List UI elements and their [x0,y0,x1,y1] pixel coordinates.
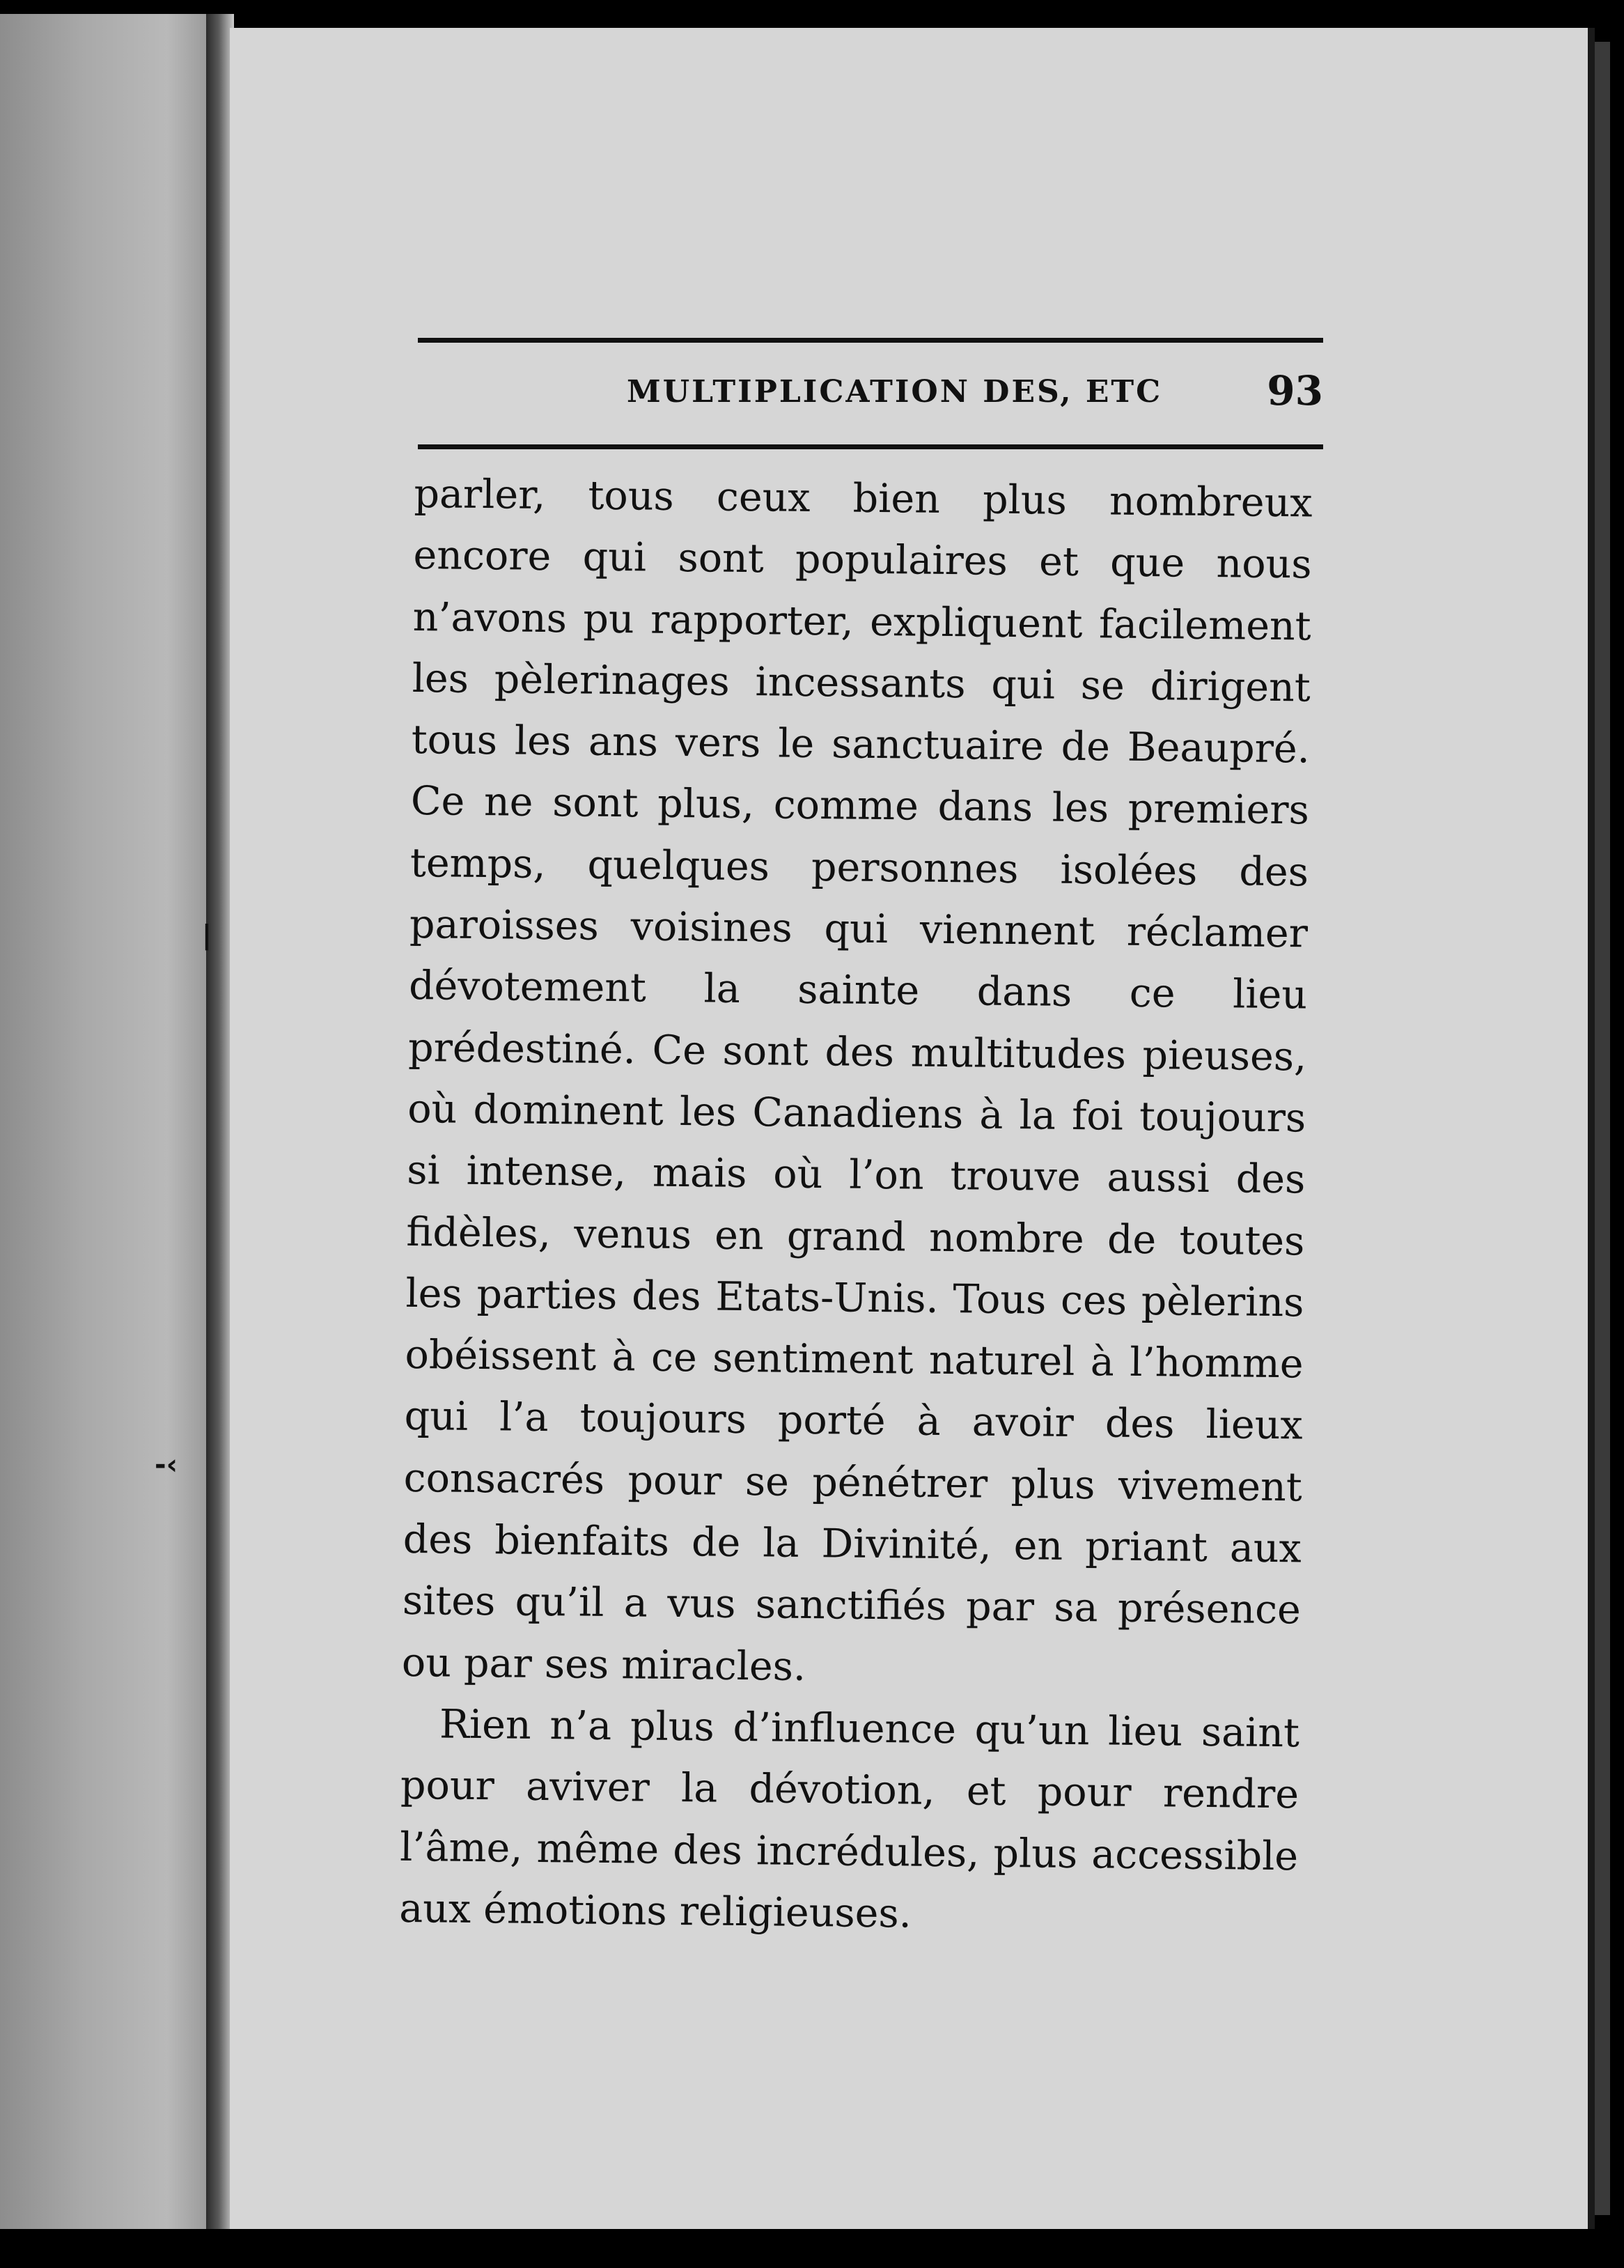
page-number: 93 [1267,367,1323,414]
running-head-title: MULTIPLICATION DES, ETC [627,374,1163,410]
binding-mark: | [202,919,212,950]
paragraph: parler, tous ceux bien plus nombreux encore qui sont populaires et que nous n’avons pu rapporter, expliquent facilement les pèlerinages incessants qui se dirigent tous les ans vers le sanctuaire de Beaupré. Ce ne sont plus, comme dans les premiers temps, quelques personnes isolées des paroisses voisines qui viennent réclamer dévotement la sainte dans ce lieu prédestiné. Ce sont des multitudes pieuses, où dominent les Canadiens à la foi toujours si intense, mais où l’on trouve aussi des fidèles, venus en grand nombre de toutes les parties des Etats-Unis. Tous ces pèlerins obéissent à ce sentiment naturel à l’homme qui l’a toujours porté à avoir des lieux consacrés pour se pénétrer plus vivement des bienfaits de la Divinité, en priant aux sites qu’il a vus sanctifiés par sa présence ou par ses miracles. [401,470,1313,1690]
paragraph: Rien n’a plus d’influence qu’un lieu saint pour aviver la dévotion, et pour rendre l’âme, même des incrédules, plus accessible aux émotions religieuses. [398,1701,1300,1937]
left-page-edge [0,14,209,2229]
body-text [399,463,1313,1949]
running-head [418,338,1323,449]
binding-mark: -‹ [155,1449,178,1481]
page-edge-shadow [1595,42,1610,2215]
